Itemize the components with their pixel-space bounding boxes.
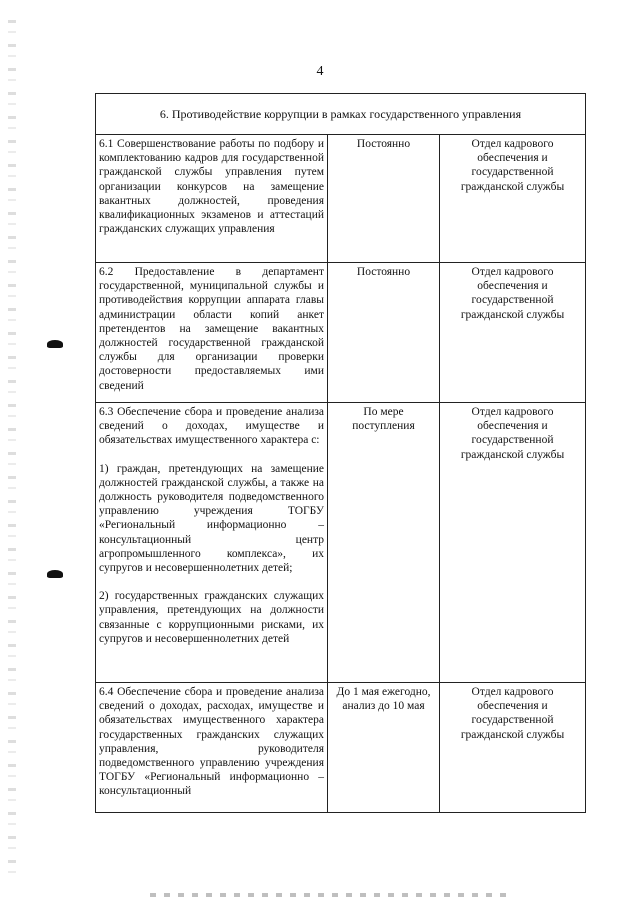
- punch-hole-mark: [47, 570, 63, 578]
- responsible-cell: Отдел кадрового обеспечения и государственной гражданской службы: [440, 683, 586, 813]
- responsible-cell: Отдел кадрового обеспечения и государственной гражданской службы: [440, 135, 586, 263]
- activity-cell: 6.1 Совершенствование работы по подбору и комплектованию кадров для государственной гражданской службы управления путем организации конкурсов на замещение вакантных должностей, проведения квалификационных экзаменов и аттестаций гражданских служащих управления: [96, 135, 328, 263]
- term-cell: Постоянно: [328, 263, 440, 403]
- activity-paragraph: 2) государственных гражданских служащих управления, претендующих на должности связанные с коррупционными рисками, их супругов и несовершеннолетних детей: [99, 590, 324, 645]
- table-row: [96, 263, 586, 403]
- term-cell: По мере поступления: [328, 403, 440, 683]
- activity-paragraph: 1) граждан, претендующих на замещение должностей гражданской службы, а также на должность руководителя подведомственного управлению учреждения ТОГБУ «Региональный информационно – консультационный центр агропромышленного комплекса», их супругов и несовершеннолетних детей;: [99, 462, 324, 575]
- table-row: [96, 403, 586, 683]
- action-plan-table: [95, 93, 586, 813]
- scan-bottom-artifact: [150, 893, 510, 897]
- responsible-cell: Отдел кадрового обеспечения и государственной гражданской службы: [440, 263, 586, 403]
- activity-cell: [96, 403, 328, 683]
- section-header-row: [96, 94, 586, 135]
- table-row: [96, 683, 586, 813]
- activity-paragraph: 6.3 Обеспечение сбора и проведение анализа сведений о доходах, имуществе и обязательствах имущественного характера с:: [99, 406, 324, 447]
- term-cell: Постоянно: [328, 135, 440, 263]
- term-cell: До 1 мая ежегодно, анализ до 10 мая: [328, 683, 440, 813]
- activity-cell: 6.4 Обеспечение сбора и проведение анализа сведений о доходах, расходах, имуществе и обязательствах имущественного характера государственных гражданских служащих управления, руководителя подведомственного управлению учреждения ТОГБУ «Региональный информационно – консультационный: [96, 683, 328, 813]
- responsible-cell: Отдел кадрового обеспечения и государственной гражданской службы: [440, 403, 586, 683]
- activity-cell: 6.2 Предоставление в департамент государственной, муниципальной службы и противодействия коррупции аппарата главы администрации области копий анкет претендентов на замещение вакантных должностей государственной гражданской службы для организации проверки достоверности предоставляемых ими сведений: [96, 263, 328, 403]
- punch-hole-mark: [47, 340, 63, 348]
- page-number: 4: [316, 64, 324, 79]
- table-row: [96, 135, 586, 263]
- section-title: 6. Противодействие коррупции в рамках государственного управления: [96, 94, 586, 135]
- scan-edge-artifact: [8, 20, 16, 880]
